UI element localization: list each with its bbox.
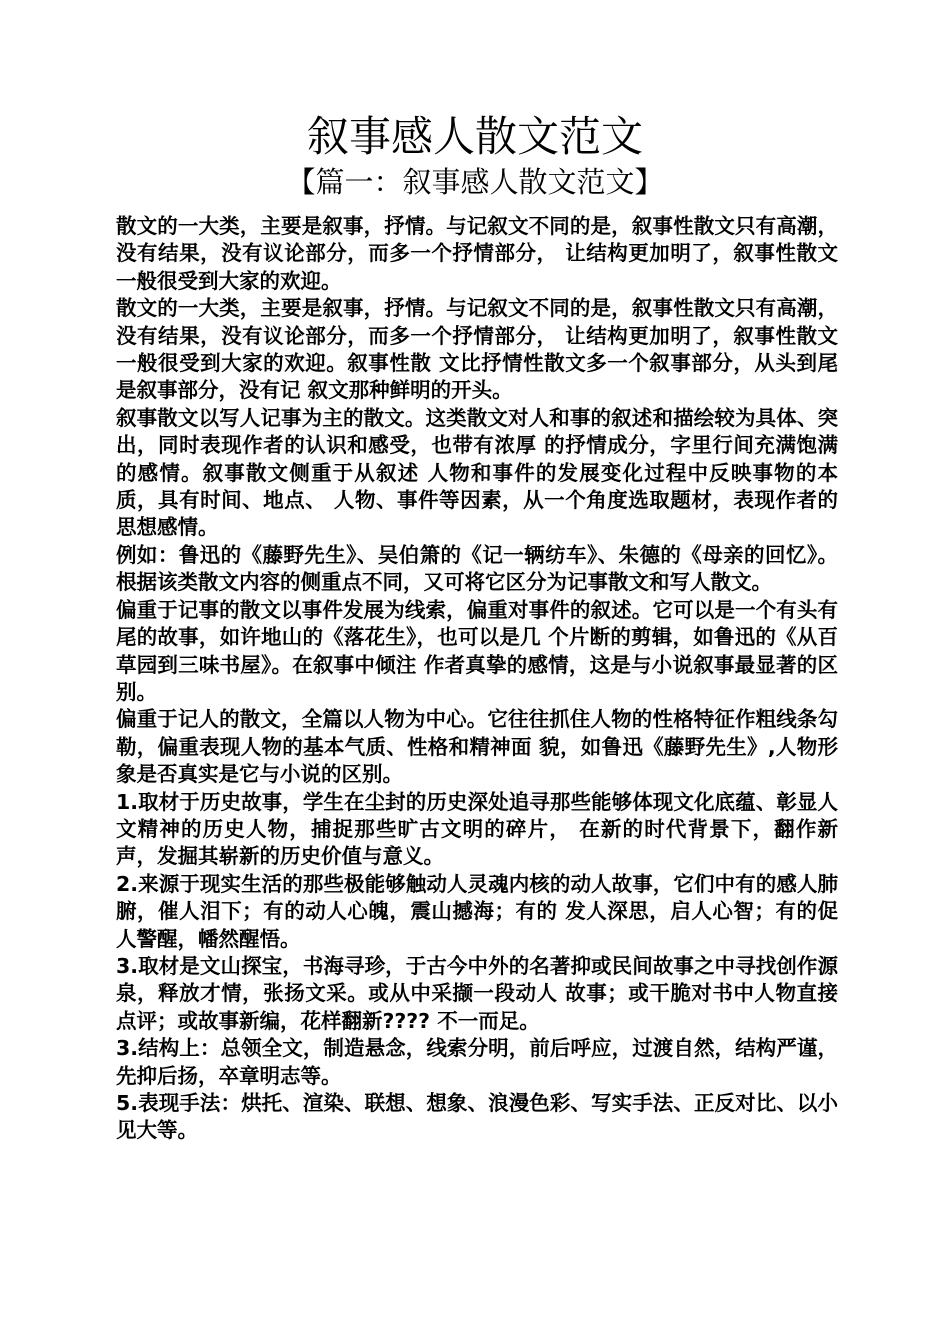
paragraph-8: 2.来源于现实生活的那些极能够触动人灵魂内核的动人故事，它们中有的感人肺腑，催人泪下；有的动人心魄，震山撼海；有的 发人深思，启人心智；有的促人警醒，幡然醒悟。: [116, 871, 838, 951]
paragraph-4: 例如：鲁迅的《藤野先生》、吴伯箫的《记一辆纺车》、朱德的《母亲的回忆》。根据该类散文内容的侧重点不同，又可将它区分为记事散文和写人散文。: [116, 542, 838, 595]
paragraph-1: 散文的一大类，主要是叙事，抒情。与记叙文不同的是，叙事性散文只有高潮，没有结果，没有议论部分，而多一个抒情部分， 让结构更加明了，叙事性散文一般很受到大家的欢迎。: [116, 214, 838, 293]
document-body: [116, 213, 838, 1145]
paragraph-5: 偏重于记事的散文以事件发展为线索，偏重对事件的叙述。它可以是一个有头有尾的故事，如许地山的《落花生》，也可以是几 个片断的剪辑，如鲁迅的《从百草园到三味书屋》。在叙事中倾注 作者真挚的感情，这是与小说叙事最显著的区别。: [116, 597, 838, 704]
paragraph-6: 偏重于记人的散文，全篇以人物为中心。它往往抓住人物的性格特征作粗线条勾勒，偏重表现人物的基本气质、性格和精神面 貌，如鲁迅《藤野先生》,人物形象是否真实是它与小说的区别。: [116, 707, 838, 787]
paragraph-2: 散文的一大类，主要是叙事，抒情。与记叙文不同的是，叙事性散文只有高潮，没有结果，没有议论部分，而多一个抒情部分， 让结构更加明了，叙事性散文一般很受到大家的欢迎。叙事性散 文比抒情性散文多一个叙事部分，从头到尾是叙事部分，没有记 叙文那种鲜明的开头。: [116, 296, 838, 403]
document-subtitle: 【篇一：叙事感人散文范文】: [286, 165, 664, 199]
paragraph-9: 3.取材是文山探宝，书海寻珍，于古今中外的名著抑或民间故事之中寻找创作源泉，释放才情，张扬文采。或从中采撷一段动人 故事；或干脆对书中人物直接点评；或故事新编，花样翻新???? 不一而足。: [116, 953, 838, 1033]
paragraph-11: 5.表现手法：烘托、渲染、联想、想象、浪漫色彩、写实手法、正反对比、以小见大等。: [116, 1091, 838, 1143]
paragraph-3: 叙事散文以写人记事为主的散文。这类散文对人和事的叙述和描绘较为具体、突出，同时表现作者的认识和感受，也带有浓厚 的抒情成分，字里行间充满饱满的感情。叙事散文侧重于从叙述 人物和事件的发展变化过程中反映事物的本质，具有时间、地点、 人物、事件等因素，从一个角度选取题材，表现作者的思想感情。: [116, 405, 838, 540]
document-title: 叙事感人散文范文: [306, 112, 643, 161]
paragraph-10: 3.结构上：总领全文，制造悬念，线索分明，前后呼应，过渡自然，结构严谨，先抑后扬，卒章明志等。: [116, 1036, 838, 1088]
paragraph-7: 1.取材于历史故事，学生在尘封的历史深处追寻那些能够体现文化底蕴、彰显人文精神的历史人物，捕捉那些旷古文明的碎片， 在新的时代背景下，翻作新声，发掘其崭新的历史价值与意义。: [116, 789, 838, 869]
